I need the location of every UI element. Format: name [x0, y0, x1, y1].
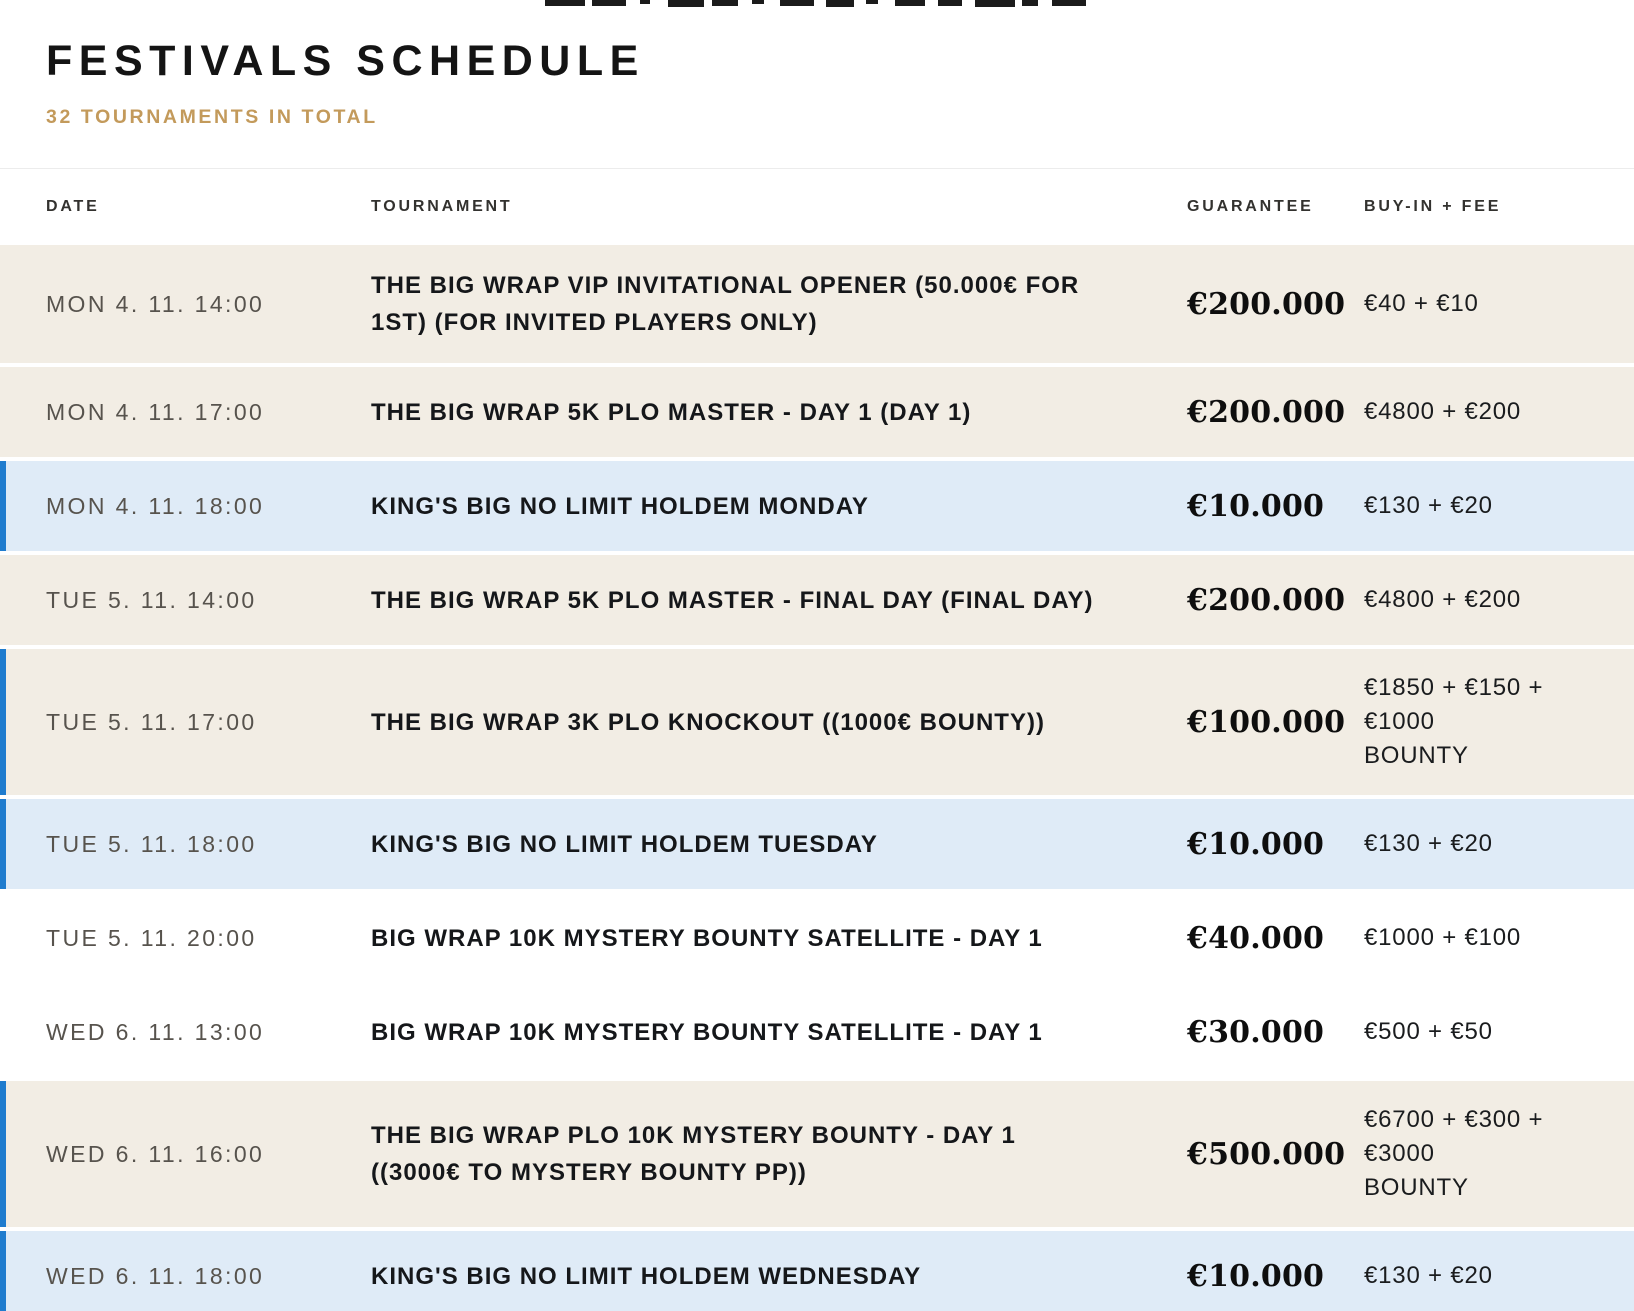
date-cell: WED 6. 11. 18:00 [46, 1262, 265, 1289]
column-header-tournament: TOURNAMENT [371, 198, 513, 216]
date-cell: WED 6. 11. 13:00 [46, 1018, 265, 1045]
tournament-cell: KING'S BIG NO LIMIT HOLDEM MONDAY [371, 492, 869, 520]
buyin-cell: €1850 + €150 + €1000 BOUNTY [1364, 674, 1544, 770]
table-row[interactable] [0, 461, 1634, 551]
buyin-cell: €1000 + €100 [1364, 924, 1522, 952]
date-cell: TUE 5. 11. 18:00 [46, 830, 257, 857]
buyin-cell: €500 + €50 [1364, 1018, 1493, 1046]
buyin-cell: €130 + €20 [1364, 830, 1493, 858]
date-cell: MON 4. 11. 18:00 [46, 492, 265, 519]
buyin-cell: €4800 + €200 [1364, 398, 1522, 426]
table-row[interactable] [0, 649, 1634, 795]
clipped-text-fragment [0, 0, 1634, 8]
buyin-cell: €4800 + €200 [1364, 586, 1522, 614]
tournament-cell: KING'S BIG NO LIMIT HOLDEM WEDNESDAY [371, 1262, 922, 1290]
column-header-guarantee: GUARANTEE [1187, 198, 1314, 216]
tournament-cell: KING'S BIG NO LIMIT HOLDEM TUESDAY [371, 830, 878, 858]
date-cell: TUE 5. 11. 17:00 [46, 708, 257, 735]
date-cell: TUE 5. 11. 20:00 [46, 924, 257, 951]
guarantee-cell: €200.000 [1187, 394, 1346, 430]
table-row[interactable] [0, 555, 1634, 645]
tournament-count-subtitle: 32 TOURNAMENTS IN TOTAL [46, 106, 378, 129]
table-row[interactable] [0, 1231, 1634, 1311]
page-title: FESTIVALS SCHEDULE [46, 37, 645, 85]
table-row[interactable] [0, 987, 1634, 1077]
tournament-cell: THE BIG WRAP 5K PLO MASTER - FINAL DAY (FINAL DAY) [371, 586, 1094, 614]
date-cell: MON 4. 11. 14:00 [46, 290, 265, 317]
tournament-cell: THE BIG WRAP VIP INVITATIONAL OPENER (50.000€ FOR 1ST) (FOR INVITED PLAYERS ONLY) [371, 272, 1080, 337]
guarantee-cell: €200.000 [1187, 286, 1346, 322]
guarantee-cell: €10.000 [1187, 1258, 1325, 1294]
tournament-cell: THE BIG WRAP 3K PLO KNOCKOUT ((1000€ BOUNTY)) [371, 708, 1045, 736]
schedule-header [0, 0, 1634, 129]
guarantee-cell: €10.000 [1187, 488, 1325, 524]
tournament-cell: BIG WRAP 10K MYSTERY BOUNTY SATELLITE - DAY 1 [371, 1018, 1043, 1046]
buyin-cell: €6700 + €300 + €3000 BOUNTY [1364, 1106, 1544, 1202]
date-cell: WED 6. 11. 16:00 [46, 1140, 265, 1167]
table-header-row [0, 168, 1634, 245]
date-cell: TUE 5. 11. 14:00 [46, 586, 257, 613]
column-header-buyin: BUY-IN + FEE [1364, 198, 1502, 216]
column-header-date: DATE [46, 198, 100, 216]
guarantee-cell: €200.000 [1187, 582, 1346, 618]
tournament-cell: BIG WRAP 10K MYSTERY BOUNTY SATELLITE - DAY 1 [371, 924, 1043, 952]
guarantee-cell: €40.000 [1187, 920, 1325, 956]
guarantee-cell: €30.000 [1187, 1014, 1325, 1050]
table-body [0, 245, 1634, 1311]
buyin-cell: €130 + €20 [1364, 1262, 1493, 1290]
table-row[interactable] [0, 367, 1634, 457]
tournament-cell: THE BIG WRAP 5K PLO MASTER - DAY 1 (DAY 1) [371, 398, 972, 426]
table-row[interactable] [0, 1081, 1634, 1227]
guarantee-cell: €500.000 [1187, 1136, 1346, 1172]
schedule-table [0, 168, 1634, 1311]
buyin-cell: €40 + €10 [1364, 290, 1479, 318]
date-cell: MON 4. 11. 17:00 [46, 398, 265, 425]
buyin-cell: €130 + €20 [1364, 492, 1493, 520]
tournament-cell: THE BIG WRAP PLO 10K MYSTERY BOUNTY - DAY 1 ((3000€ TO MYSTERY BOUNTY PP)) [371, 1122, 1016, 1187]
table-row[interactable] [0, 245, 1634, 363]
guarantee-cell: €10.000 [1187, 826, 1325, 862]
table-row[interactable] [0, 799, 1634, 889]
table-row[interactable] [0, 893, 1634, 983]
guarantee-cell: €100.000 [1187, 704, 1346, 740]
